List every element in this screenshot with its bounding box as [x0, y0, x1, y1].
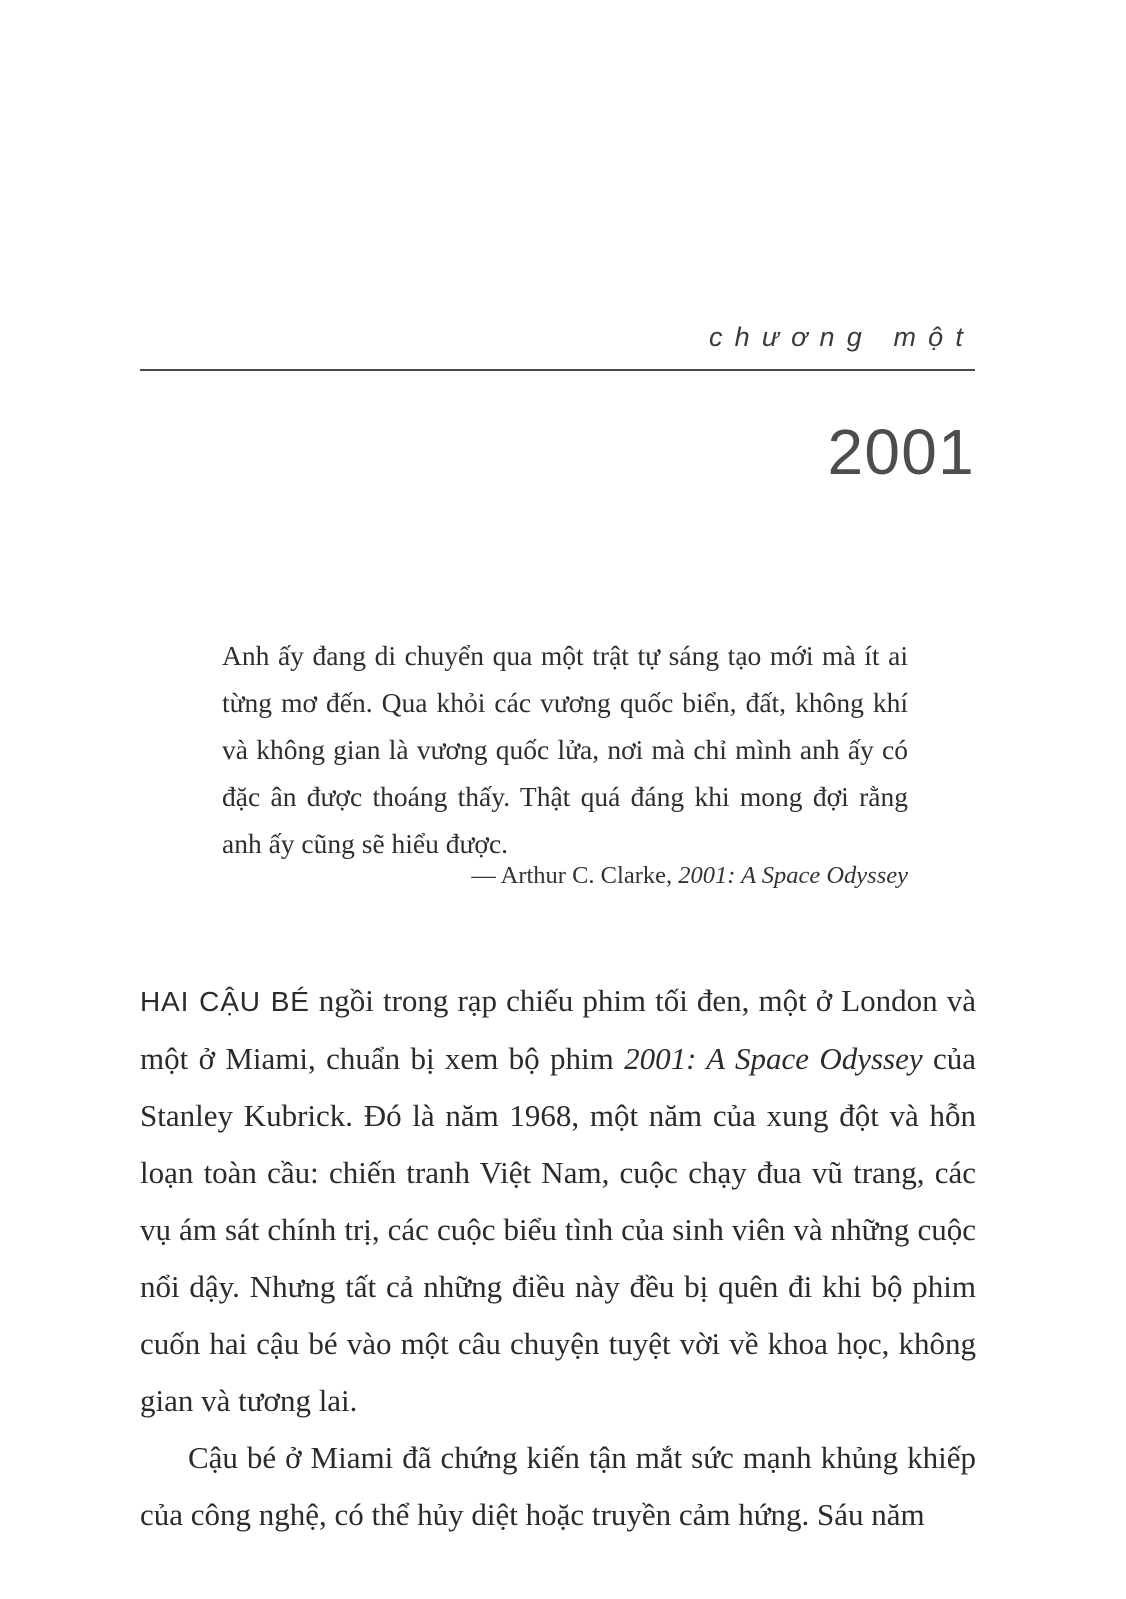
chapter-number-title: 2001 [827, 416, 975, 488]
paragraph-1-lead-caps: HAI CẬU BÉ [140, 986, 310, 1017]
chapter-header [140, 322, 975, 353]
paragraph-1-text-before-italic: ngồi trong rạp chiếu phim tối đen, một ở London và một ở Miami, chuẩn bị xem bộ phim [140, 983, 976, 1076]
paragraph-1 [140, 972, 976, 1429]
paragraph-1-movie-title: 2001: A Space Odyssey [624, 1041, 923, 1076]
chapter-label: chương một [709, 322, 975, 352]
epigraph-attribution-author: — Arthur C. Clarke, [471, 862, 679, 889]
epigraph-quote: Anh ấy đang di chuyển qua một trật tự sáng tạo mới mà ít ai từng mơ đến. Qua khỏi các vương quốc biển, đất, không khí và không gian là vương quốc lửa, nơi mà chỉ mình anh ấy có đặc ân được thoáng thấy. Thật quá đáng khi mong đợi rằng anh ấy cũng sẽ hiểu được. [222, 640, 908, 859]
epigraph-attribution-work-title: 2001: A Space Odyssey [678, 862, 908, 889]
paragraph-2: Cậu bé ở Miami đã chứng kiến tận mắt sức mạnh khủng khiếp của công nghệ, có thể hủy diệt hoặc truyền cảm hứng. Sáu năm [140, 1440, 976, 1532]
epigraph-attribution [222, 862, 908, 890]
header-rule-divider [140, 369, 975, 371]
paragraph-1-text-after-italic: của Stanley Kubrick. Đó là năm 1968, một năm của xung đột và hỗn loạn toàn cầu: chiến tranh Việt Nam, cuộc chạy đua vũ trang, các vụ ám sát chính trị, các cuộc biểu tình của sinh viên và những cuộc nổi dậy. Nhưng tất cả những điều này đều bị quên đi khi bộ phim cuốn hai cậu bé vào một câu chuyện tuyệt vời về khoa học, không gian và tương lai. [140, 1041, 976, 1418]
body-text [140, 972, 976, 1543]
